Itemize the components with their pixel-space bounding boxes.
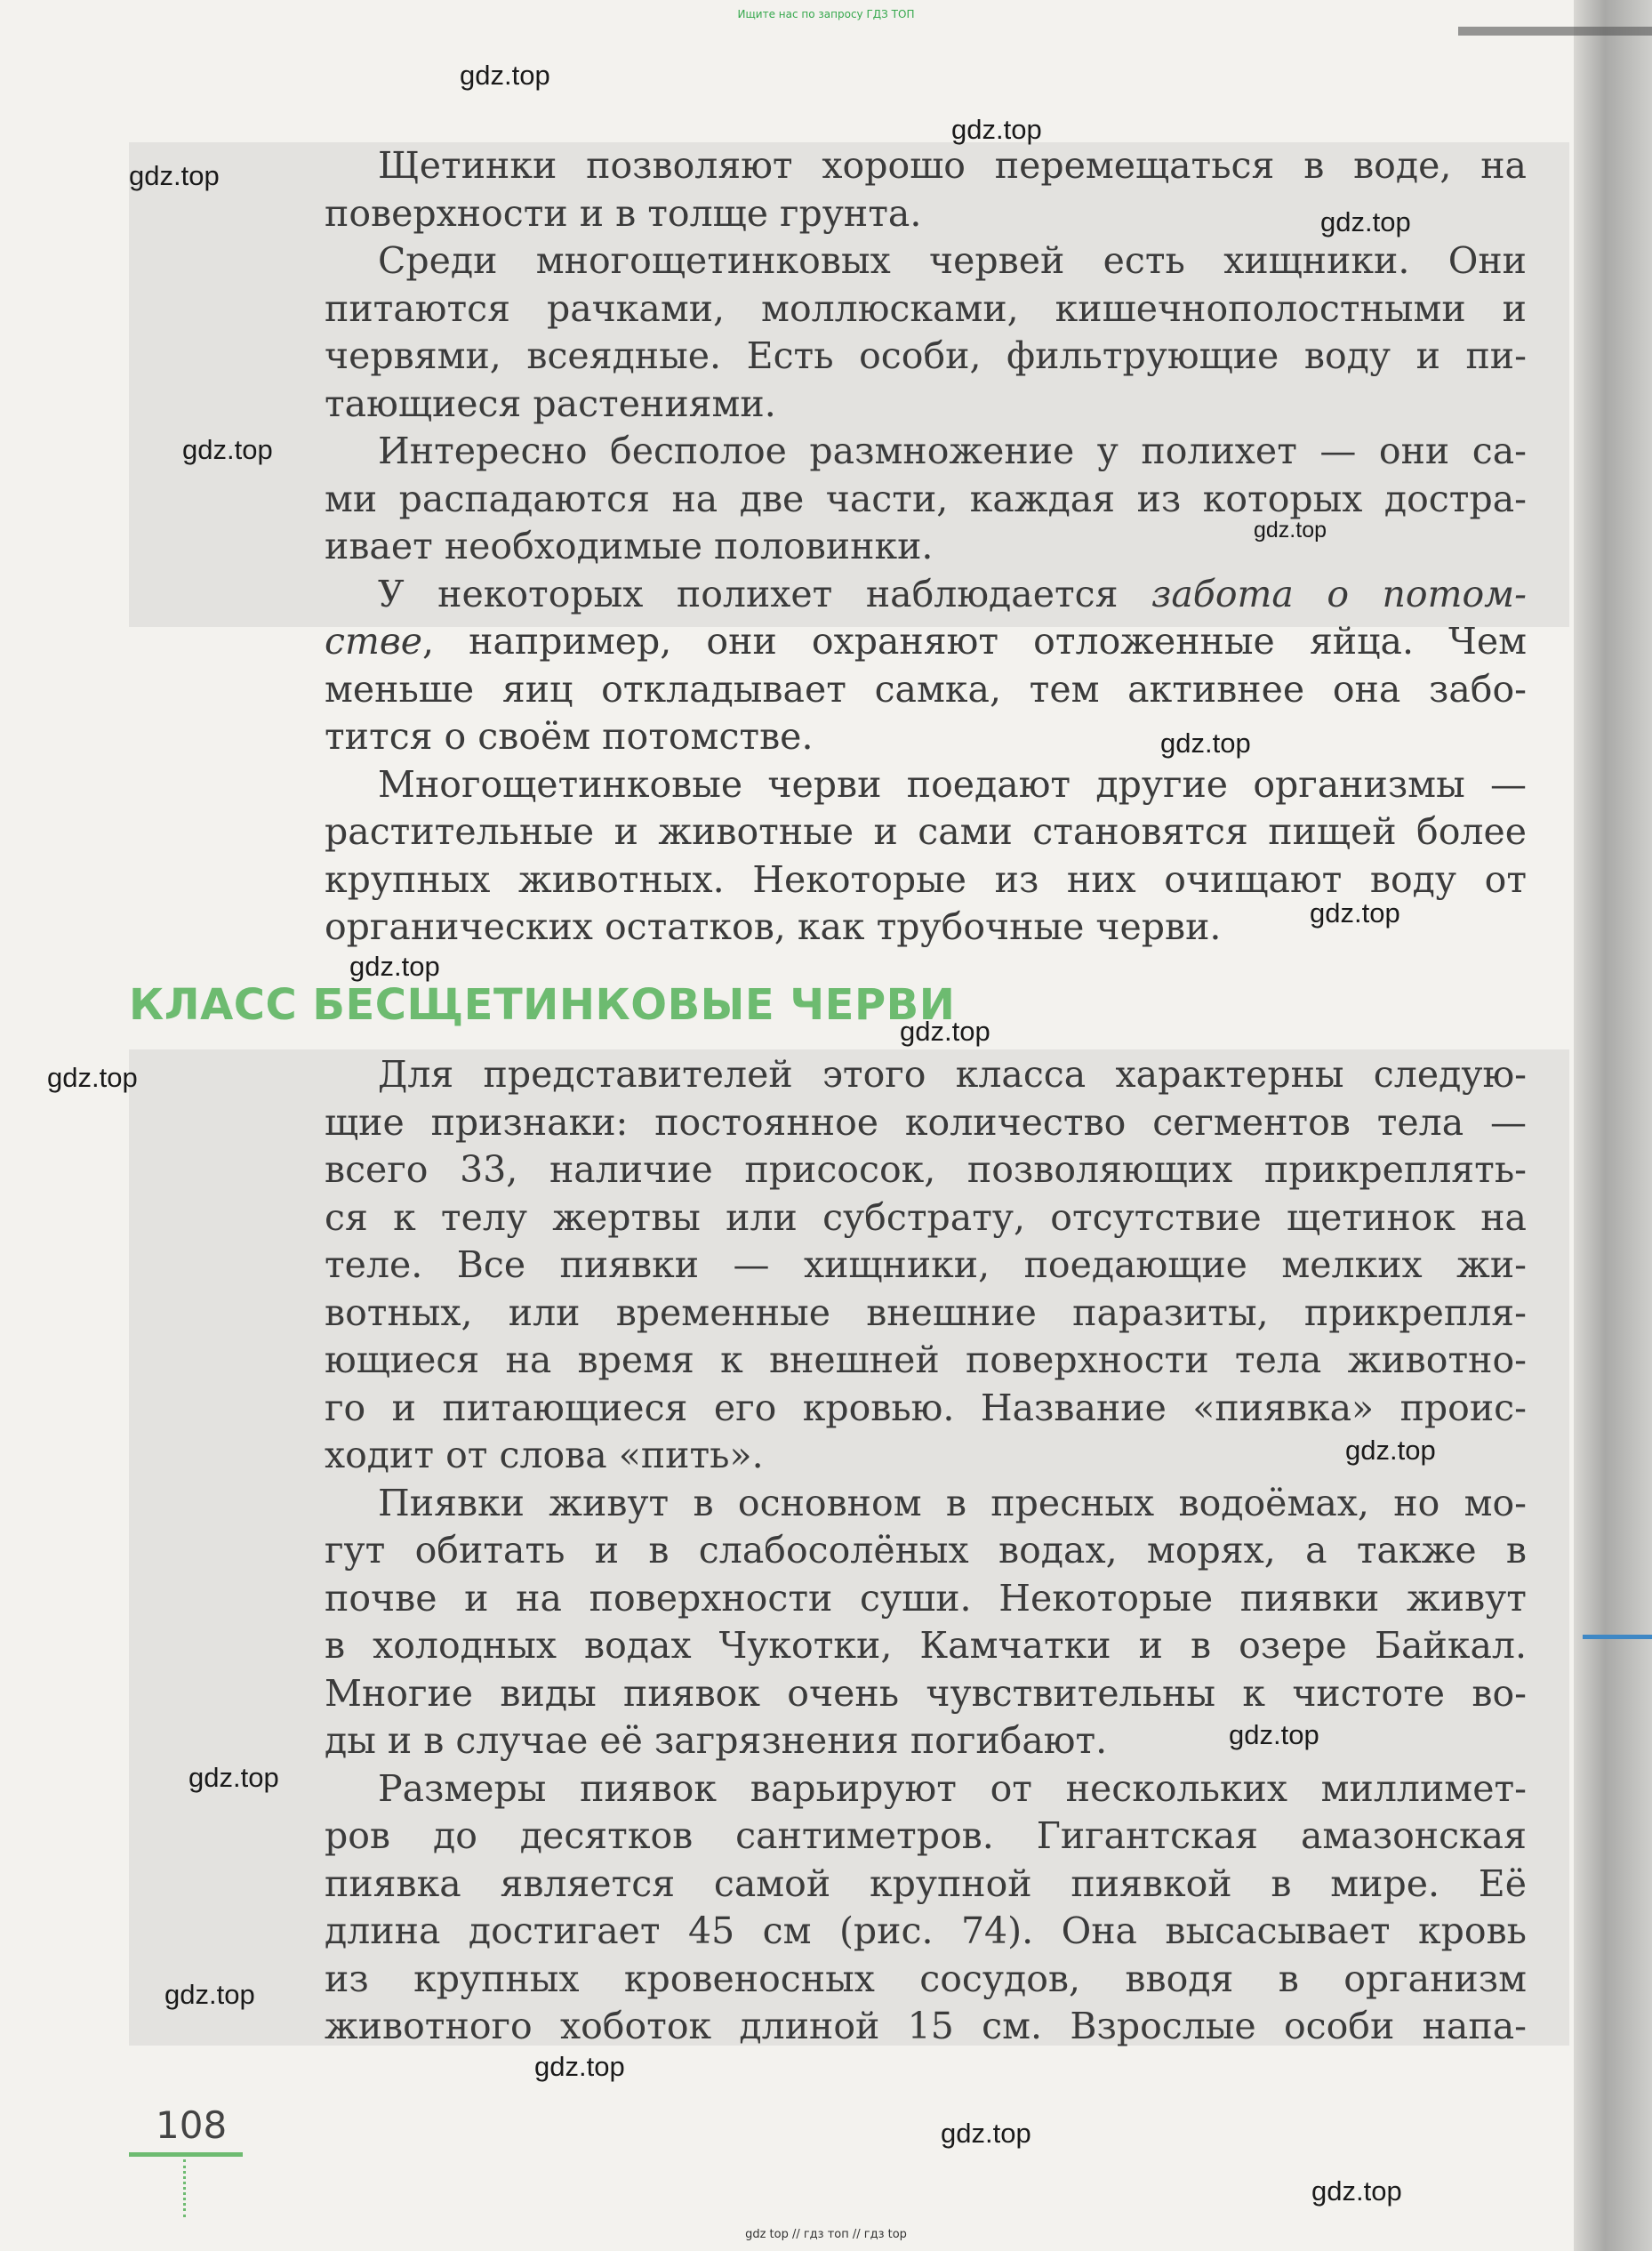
- text-line: Для представителей этого класса характерны следую-: [378, 1053, 1527, 1096]
- text-line: животного хоботок длиной 15 см. Взрослые особи напа-: [325, 2005, 1527, 2047]
- text-line: почве и на поверхности суши. Некоторые пиявки живут: [325, 1576, 1527, 1620]
- section-heading: КЛАСС БЕСЩЕТИНКОВЫЕ ЧЕРВИ: [129, 980, 956, 1030]
- text-line: питаются рачками, моллюсками, кишечнополостными и: [325, 286, 1527, 330]
- text-line: ми распадаются на две части, каждая из которых достра-: [325, 477, 1527, 520]
- text-block-bottom: [325, 1051, 1527, 2051]
- watermark: gdz.top: [1229, 1719, 1319, 1750]
- page-number-dotted-line: [183, 2159, 186, 2217]
- watermark: gdz.top: [951, 114, 1042, 145]
- watermark: gdz.top: [188, 1762, 279, 1793]
- text-line: тится о своём потомстве.: [325, 715, 814, 758]
- text-line: всего 33, наличие присосок, позволяющих прикреплять-: [325, 1148, 1527, 1191]
- watermark: gdz.top: [182, 434, 273, 465]
- text-line: ходит от слова «пить».: [325, 1434, 764, 1476]
- text-line: в холодных водах Чукотки, Камчатки и в озере Байкал.: [325, 1624, 1527, 1667]
- text-line: червями, всеядные. Есть особи, фильтрующие воду и пи-: [325, 334, 1527, 377]
- text-line: Многощетинковые черви поедают другие организмы —: [378, 762, 1527, 806]
- text-line: [325, 618, 1527, 666]
- watermark: gdz.top: [47, 1062, 138, 1093]
- text-line: длина достигает 45 см (рис. 74). Она высасывает кровь: [325, 1909, 1527, 1952]
- text-line: ивает необходимые половинки.: [325, 525, 934, 567]
- text-block-top: [325, 142, 1527, 952]
- watermark: gdz.top: [1160, 728, 1251, 759]
- text-line: ющиеся на время к внешней поверхности тела животно-: [325, 1339, 1527, 1381]
- text-line: теле. Все пиявки — хищники, поедающие мелких жи-: [325, 1243, 1527, 1286]
- paragraph: [325, 1480, 1527, 1765]
- watermark: gdz.top: [1254, 518, 1327, 543]
- text-line: тающиеся растениями.: [325, 382, 776, 425]
- text-line: Пиявки живут в основном в пресных водоёмах, но мо-: [378, 1481, 1527, 1524]
- text-line: крупных животных. Некоторые из них очищают воду от: [325, 857, 1527, 901]
- top-banner: Ищите нас по запросу ГДЗ ТОП: [737, 8, 915, 20]
- text-line: пиявка является самой крупной пиявкой в мире. Её: [325, 1861, 1527, 1905]
- text-line: гут обитать и в слабосолёных водах, морях, а также в: [325, 1529, 1527, 1572]
- text-line: ся к телу жертвы или субстрату, отсутствие щетинок на: [325, 1195, 1527, 1239]
- text-line: ров до десятков сантиметров. Гигантская амазонская: [325, 1814, 1527, 1857]
- text-run: , например, они охраняют отложенные яйца. Чем: [421, 620, 1527, 663]
- page-number: 108: [156, 2103, 228, 2147]
- paragraph: [325, 428, 1527, 571]
- text-line: Многие виды пиявок очень чувствительны к чистоте во-: [325, 1671, 1527, 1715]
- watermark: gdz.top: [534, 2051, 625, 2082]
- text-run: У некоторых полихет наблюдается: [378, 572, 1151, 615]
- page-number-underline: [129, 2152, 243, 2157]
- bottom-banner: gdz top // гдз топ // гдз top: [745, 2228, 907, 2241]
- text-line: ды и в случае её загрязнения погибают.: [325, 1719, 1108, 1762]
- page-edge: [1458, 27, 1652, 36]
- text-line: меньше яиц откладывает самка, тем активнее она забо-: [325, 667, 1527, 711]
- paragraph: [325, 1765, 1527, 2051]
- paragraph-care: [325, 571, 1527, 761]
- page-fold-shadow: [1574, 0, 1652, 2251]
- text-line: органических остатков, как трубочные черви.: [325, 905, 1222, 948]
- text-line: растительные и животные и сами становятся пищей более: [325, 810, 1527, 853]
- paragraph: [325, 1051, 1527, 1480]
- watermark: gdz.top: [164, 1979, 255, 2010]
- watermark: gdz.top: [1311, 2175, 1402, 2207]
- text-line: поверхности и в толще грунта.: [325, 191, 922, 235]
- text-line: Щетинки позволяют хорошо перемещаться в воде, на: [378, 144, 1527, 187]
- text-line: го и питающиеся его кровью. Название «пиявка» проис-: [325, 1386, 1527, 1429]
- watermark: gdz.top: [129, 160, 220, 191]
- watermark: gdz.top: [1345, 1435, 1436, 1466]
- text-line: щие признаки: постоянное количество сегментов тела —: [325, 1100, 1527, 1144]
- text-line: вотных, или временные внешние паразиты, прикрепля-: [325, 1290, 1527, 1334]
- watermark: gdz.top: [941, 2118, 1031, 2149]
- italic-term: стве: [325, 620, 422, 663]
- watermark: gdz.top: [460, 60, 550, 91]
- italic-term: забота о потом-: [1151, 572, 1527, 615]
- watermark: gdz.top: [1310, 897, 1400, 929]
- watermark: gdz.top: [1320, 206, 1411, 237]
- watermark: gdz.top: [349, 951, 440, 982]
- text-line: Размеры пиявок варьируют от нескольких миллимет-: [378, 1766, 1527, 1810]
- text-line: [325, 571, 1527, 619]
- next-page-rule: [1583, 1635, 1652, 1639]
- paragraph: [325, 237, 1527, 428]
- text-line: Среди многощетинковых червей есть хищники. Они: [378, 239, 1527, 282]
- text-line: из крупных кровеносных сосудов, вводя в организм: [325, 1957, 1527, 2000]
- text-line: Интересно бесполое размножение у полихет — они са-: [378, 430, 1527, 472]
- watermark: gdz.top: [900, 1016, 990, 1047]
